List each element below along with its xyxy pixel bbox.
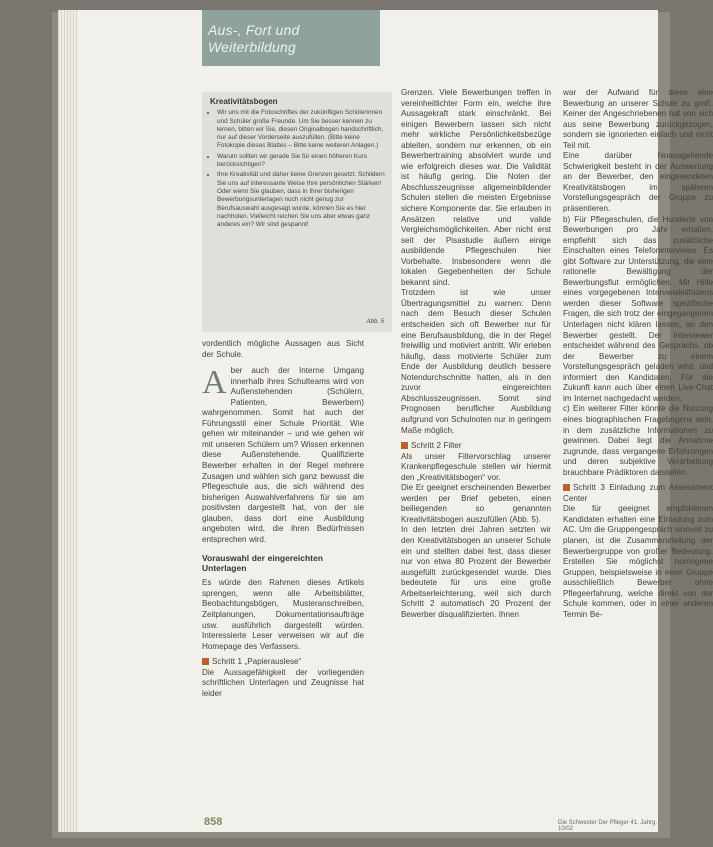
book-page bbox=[58, 10, 713, 832]
step-heading bbox=[202, 657, 364, 668]
step-label: Schritt 2 Filter bbox=[411, 441, 462, 451]
box-title: Kreativitätsbogen bbox=[210, 97, 278, 106]
paragraph: In den letzten drei Jahren setzten wir den Kreativitätsbogen an unserer Schule ein und stellten dabei fest, dass dieser nur von etwa 80 Prozent der Bewerber ausgefüllt zurückgesendet wurde. Dies bedeutete für uns eine große Arbeitserleichterung, weil sich durch Schritt 2 automatisch 20 Prozent der Bewerber disqualifizierten. Ihnen bbox=[401, 525, 551, 619]
paragraph: Eine darüber hinausgehende Schwierigkeit besteht in der Auswertung an der Bewerber, den eingesendeten Kreativitätsbogen im späteren Vorstellungsgespräch der Gruppe zu präsentieren. bbox=[563, 151, 713, 214]
step-square-icon bbox=[563, 484, 570, 491]
step-square-icon bbox=[401, 442, 408, 449]
paragraph: Trotzdem ist wie unser Übertragungsmittel zu warnen: Denn nach dem Besuch dieser Schulen entscheiden sich oft Bewerber nur für eine Berufsausbildung, die in der Regel freiwillig und motiviert antritt. Wir erleben häufig, dass motivierte Schüler zum Ende der Ausbildung deutlich bessere Notendurchschnitte hatten, als in den zuvor eingereichten Abschlusszeugnissen. Somit sind Prognosen beruflicher Ausbildung aufgrund von Schulnoten nur in geringem Maße möglich. bbox=[401, 288, 551, 435]
step-heading bbox=[563, 483, 713, 504]
page-number: 858 bbox=[204, 816, 223, 828]
paragraph: Grenzen. Viele Bewerbungen treffen in vereinheitlichter Form ein, welche ihre Aussagekraft stark einschränkt. Bei einigen Bewerbern lassen sich nicht mehr wirkliche Persönlichkeitsbezüge ableiten, sondern nur erkennen, ob ein Bewerbertraining absolviert wurde und wie erfolgreich dieses war. Die Validität ist häufig gering. Die Noten der Abschlusszeugnisse allgemeinbildender Schulen stellen die meisten Ergebnisse sichere Komponente dar. Sie erlauben in Ansätzen relative und valide Vergleichsmöglichkeiten. Aber nicht erst seit der Pisastudie äußern einige ausbildende Pflegeschulen hier Vorbehalte. Insbesondere wenn die lokalen Gegebenheiten der Schule bekannt sind. bbox=[401, 88, 551, 287]
section-title-line-2: Weiterbildung bbox=[208, 39, 296, 55]
paragraph: Die Aussagefähigkeit der vorliegenden schriftlichen Unterlagen und Zeugnisse hat leider bbox=[202, 667, 364, 698]
step-heading bbox=[401, 441, 551, 452]
paragraph: Die für geeignet empfohlenen Kandidaten erhalten eine Einladung zum AC. Um die Gruppengespräch sinnvoll zu planen, ist die Zusammenstellung der Bewerbergruppe von großer Bedeutung. Erstellen Sie möglichst homogene Gruppen, beispielsweise in einer Gruppe ausschließlich Bewerber ohne Pflegeerfahrung, welche direkt von der Schule kommen, oder in einer anderen Termin Be- bbox=[563, 504, 713, 619]
subheading: Vorauswahl der eingereichten Unterlagen bbox=[202, 553, 323, 574]
figure-caption: Abb. 5 bbox=[366, 318, 384, 325]
paragraph bbox=[202, 366, 364, 545]
section-title-line-1: Aus-, Fort und bbox=[208, 22, 300, 38]
paragraph: c) Ein weiterer Filter könnte die Nutzung eines biographischen Fragebogens sein, in dem zusätzliche Informationen zu gewinnen. Dabei liegt die Annahme zugrunde, dass vergangene Erfahrungen und deren subjektive Verarbeitung brauchbare Prädiktoren darstellen. bbox=[563, 404, 713, 477]
box-item: • Wir uns mit die Fotoschriftes der zukünftigen Schülerinnen und Schüler große Freunde. Um Sie besser kennen zu lernen, bitten wir Sie, diesen Originalbogen handschriftlich, nur auf dieser Vorderseite auszufüllen. (Bitte keine Fotokopie dieses Blattes – Bitte keine weiteren Anlagen.) bbox=[217, 109, 386, 150]
column-3 bbox=[563, 88, 713, 620]
column-1 bbox=[202, 339, 364, 699]
paragraph: war der Aufwand für diese eine Bewerbung an unserer Schule zu groß. Keiner der Angeschriebenen hat von sich aus seine Bewerbung zurückgezogen, sondern sie ignorierten einfach und nicht Teil mit. bbox=[563, 88, 713, 150]
box-item: • Warum sollten wir gerade Sie für einen höheren Kurs berücksichtigen? bbox=[217, 153, 386, 170]
column-2 bbox=[401, 88, 551, 620]
paragraph-text: ber auch der Interne Umgang innerhalb ihres Schulteams wird von Außenstehenden (Schülern, Patienten, Bewerbern) wahrgenommen. Somit hat auch der Führungsstil einer Schule Priorität. Wie gehen wir miteinander – und wie gehen wir mit unseren Schülern um? Wissen erkennen diese Außenstehende. Qualifizierte Bewerber erhalten in der Regel mehrere Zusagen und wählen sich ganz bewusst die Pflegeschule aus, die sich während des bisherigen Auswahlverfahrens für sie am positivsten dargestellt hat, von der sie glauben, dass dort eine Ausbildung angeboten wird, die ihren Bedürfnissen entsprechen wird. bbox=[202, 366, 364, 544]
paragraph: Es würde den Rahmen dieses Artikels sprengen, wenn alle Arbeitsblätter, Beobachtungsbögen, Musteranschreiben, Zeitplanungen, Dokumentationsaufträge usw. ausführlich dargestellt würden. Interessierte Leser verweisen wir auf die Homepage des Verfassers. bbox=[202, 578, 364, 651]
creativity-form-box bbox=[202, 92, 392, 332]
running-footer: Die Schwester Der Pfleger 41. Jahrg. 10/02 bbox=[558, 820, 658, 832]
step-label: Schritt 1 „Papierauslese“ bbox=[212, 657, 302, 667]
page-edges bbox=[58, 10, 78, 832]
paragraph: Die Er geeignet erscheinenden Bewerber werden per Brief gebeten, einen beiliegenden so genannten Kreativitätsbogen auszufüllen (Abb. 5). bbox=[401, 483, 551, 524]
paragraph: Als unser Filtervorschlag unserer Krankenpflegeschule stellen wir hiermit den „Kreativitätsbogen“ vor. bbox=[401, 451, 551, 482]
step-square-icon bbox=[202, 658, 209, 665]
drop-cap: A bbox=[202, 364, 227, 402]
step-label: Schritt 3 Einladung zum Assessment Center bbox=[563, 483, 713, 503]
paragraph: vordentlich mögliche Aussagen aus Sicht der Schule. bbox=[202, 339, 364, 359]
box-list bbox=[210, 109, 386, 229]
box-item: • Ihre Kreativität und daher keine Grenzen gesetzt. Schildern Sie uns auf interessante Weise Ihre persönlichen Stärken! Oder wenn Sie glauben, dass in Ihrer bisherigen Bewerbungsunterlagen noch nicht genug zur Berufsauswahl ausgesagt wurde, können Sie es hier nachholen. Vielleicht reichen Sie uns aber etwas ganz anderes ein? Wir sind gespannt! bbox=[217, 171, 386, 229]
section-header bbox=[202, 10, 380, 66]
paragraph: b) Für Pflegeschulen, die Hunderte von Bewerbungen pro Jahr erhalten, empfiehlt sich das zusätzliche Einschalten eines Telefoninterviews. Es gibt Software zur Unterstützung, die eine rationelle Bewältigung der Bewerbungsflut ermöglichen. Mit Hilfe eines vorgegebenen Interviewleitfadens werden dieser Software spezifische Fragen, die sich trotz der eingegangenen Unterlagen nicht klären lassen, an den Bewerber gestellt. Der Interviewer entscheidet während des Gesprächs, ob der Bewerber zu einem Vorstellungsgespräch geladen wird, und informiert den Kandidaten. Für die Zukunft kann auch über einen Live-Chat im Internet nachgedacht werden. bbox=[563, 214, 713, 403]
